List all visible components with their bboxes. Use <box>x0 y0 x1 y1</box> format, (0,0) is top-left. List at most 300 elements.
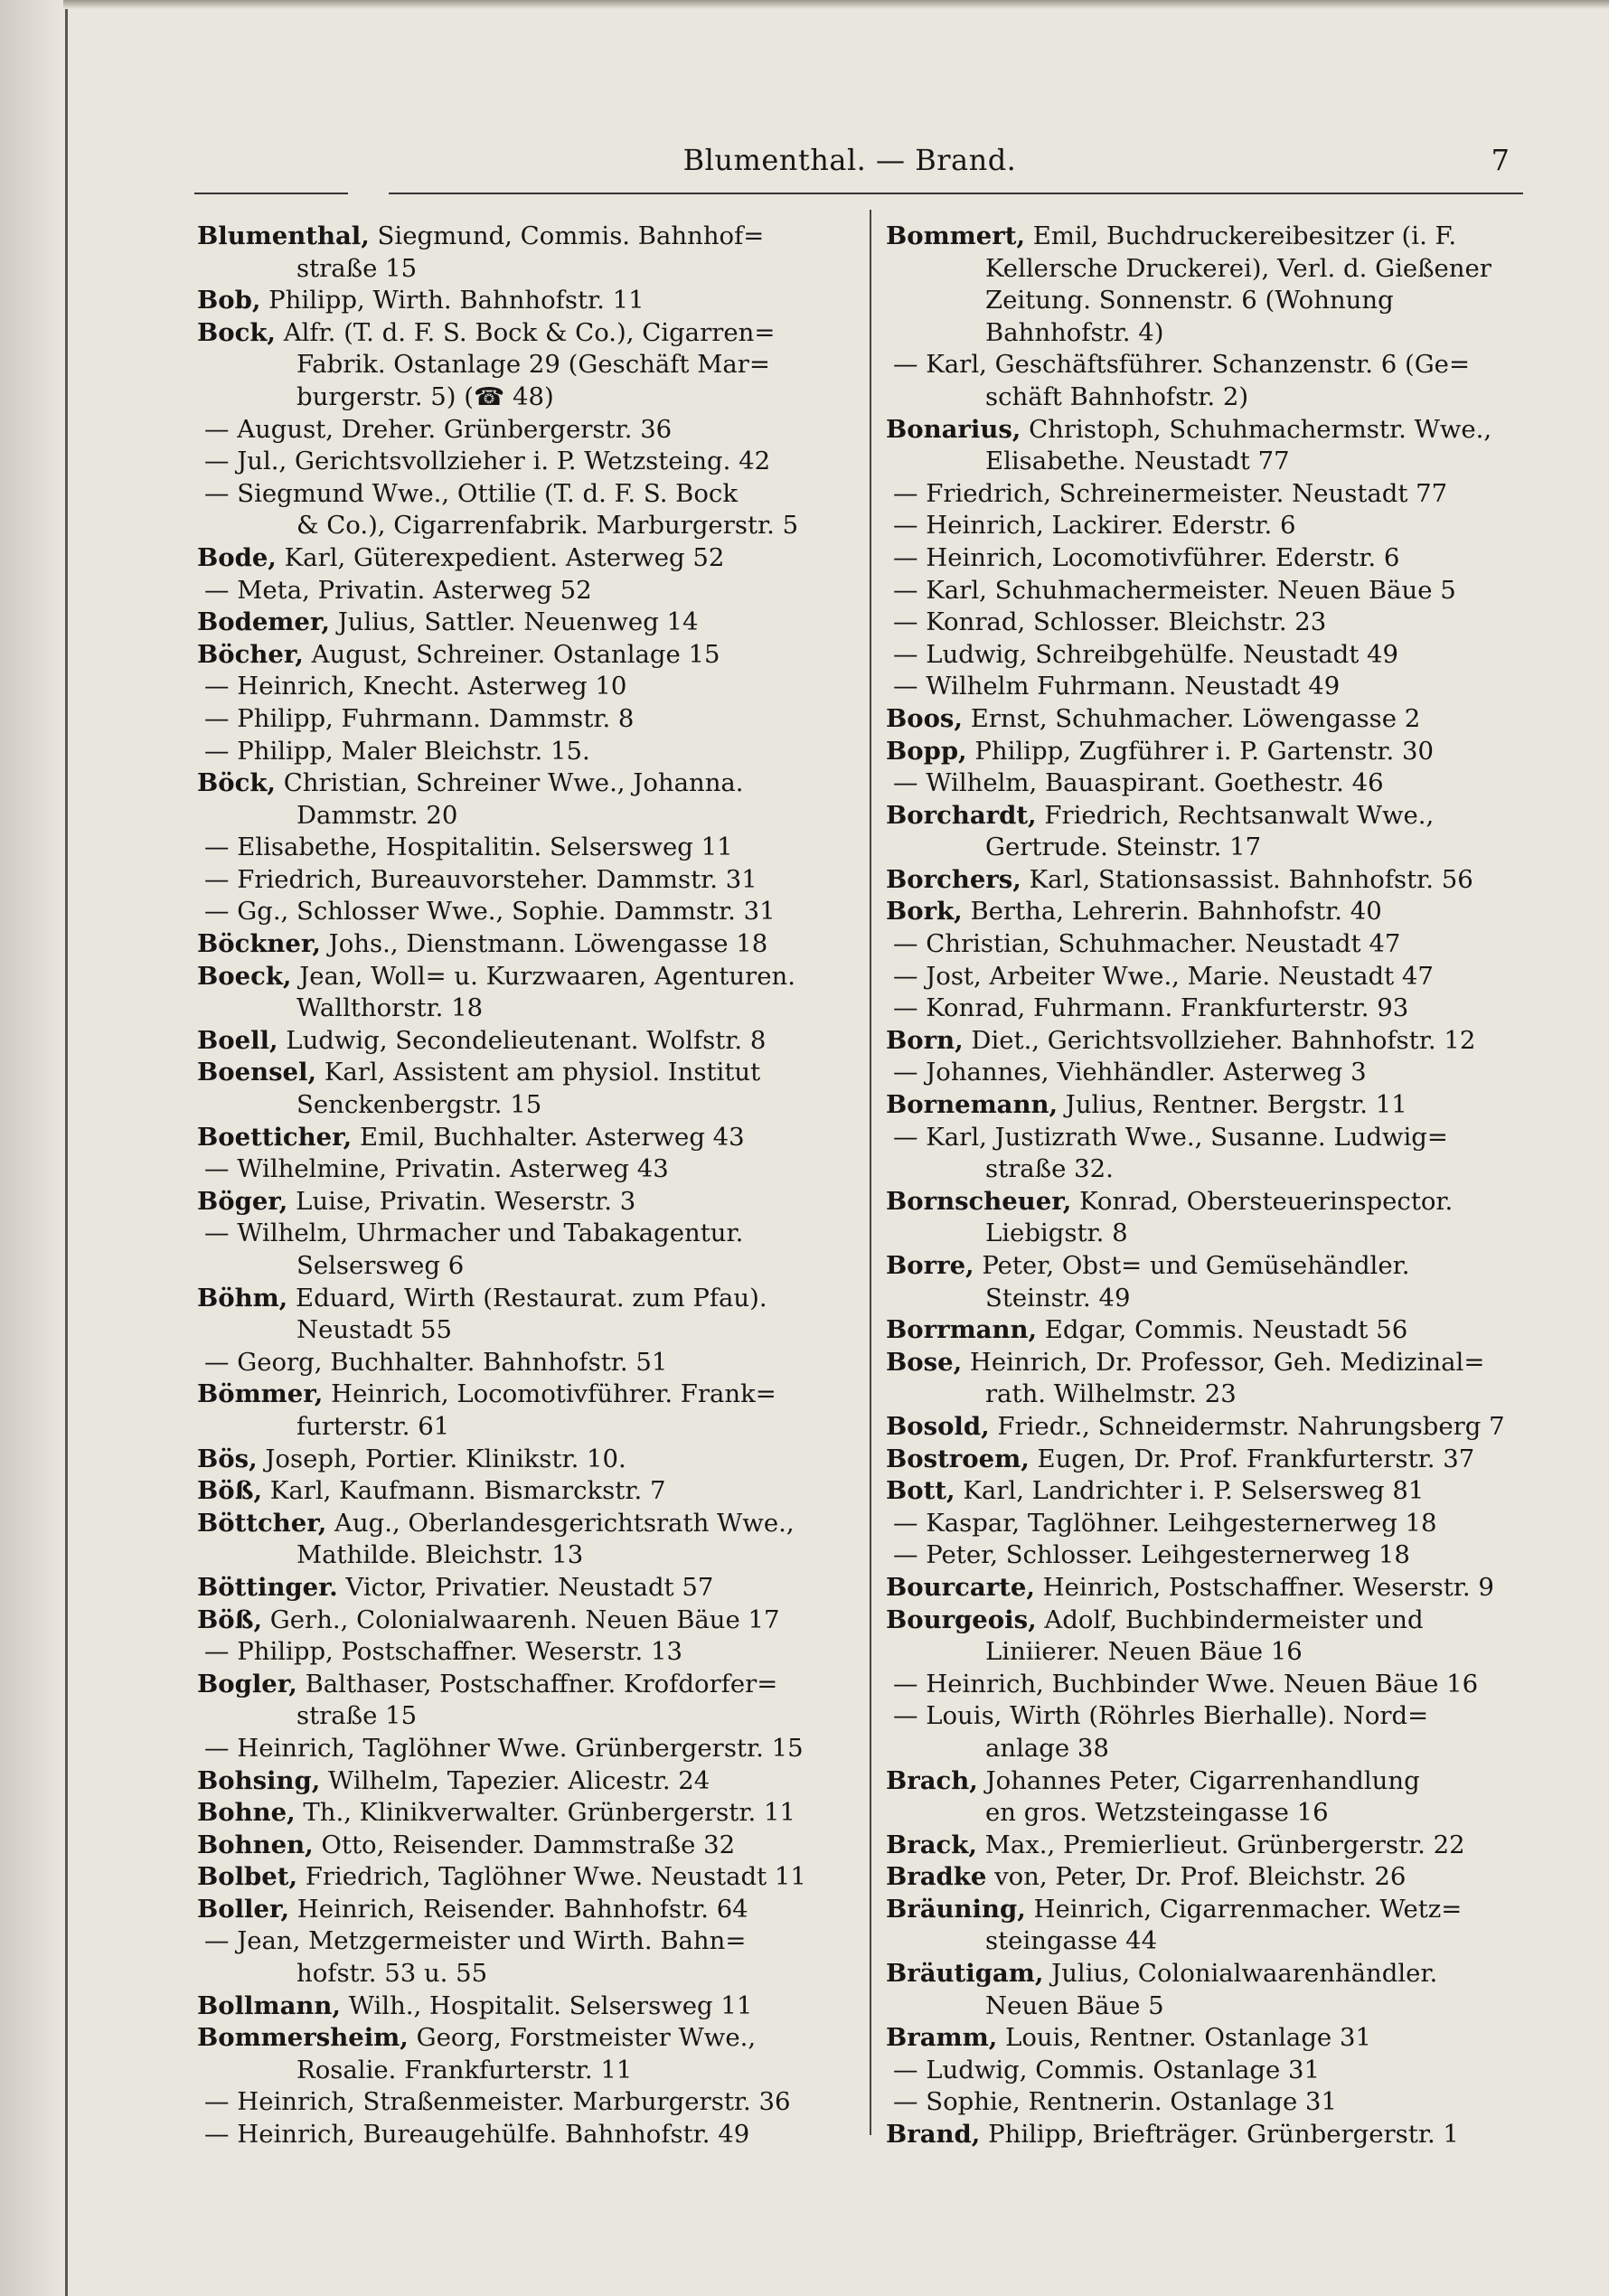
directory-entry <box>886 800 1546 864</box>
entry-line <box>886 1122 1546 1154</box>
entry-text: — Jean, Metzgermeister und Wirth. Bahn= <box>204 1926 747 1956</box>
directory-entry <box>886 1572 1546 1604</box>
directory-entry <box>197 961 857 1025</box>
directory-entry <box>886 703 1546 736</box>
entry-text: Liniierer. Neuen Bäue 16 <box>985 1637 1303 1667</box>
directory-entry <box>886 1700 1546 1764</box>
entry-surname: Böhm, <box>197 1283 288 1313</box>
entry-surname: Bode, <box>197 542 277 572</box>
entry-line <box>886 1669 1546 1701</box>
entry-continuation <box>197 1314 857 1347</box>
directory-entry <box>886 414 1546 478</box>
directory-entry <box>197 1990 857 2023</box>
directory-entry <box>197 1636 857 1669</box>
entry-text: von, Peter, Dr. Prof. Bleichstr. 26 <box>986 1862 1407 1892</box>
entry-surname: Borchardt, <box>886 800 1037 830</box>
entry-continuation <box>197 800 857 833</box>
entry-line <box>886 1057 1546 1089</box>
entry-continuation <box>886 285 1546 317</box>
entry-line <box>886 542 1546 575</box>
entry-text: furterstr. 61 <box>296 1411 450 1441</box>
directory-entry <box>197 542 857 575</box>
entry-continuation <box>886 1153 1546 1186</box>
directory-entry <box>886 1250 1546 1314</box>
entry-text: & Co.), Cigarrenfabrik. Marburgerstr. 5 <box>296 511 799 541</box>
entry-line <box>886 510 1546 542</box>
directory-entry <box>886 607 1546 639</box>
entry-surname: Böß, <box>197 1604 263 1634</box>
directory-entry <box>197 1830 857 1862</box>
entry-surname: Boller, <box>197 1894 290 1924</box>
entry-line <box>886 2119 1546 2151</box>
entry-line <box>886 1508 1546 1540</box>
entry-text: Kellersche Druckerei), Verl. d. Gießener <box>985 253 1491 283</box>
entry-line <box>197 639 857 672</box>
entry-surname: Bohne, <box>197 1798 296 1828</box>
entry-line <box>197 767 857 800</box>
entry-text: — Philipp, Fuhrmann. Dammstr. 8 <box>204 703 635 733</box>
entry-text: Johs., Dienstmann. Löwengasse 18 <box>320 929 768 959</box>
entry-line <box>197 1186 857 1219</box>
entry-continuation <box>886 446 1546 478</box>
entry-line <box>886 1894 1546 1926</box>
entry-text: Karl, Güterexpedient. Asterweg 52 <box>276 542 725 572</box>
entry-surname: Bodemer, <box>197 607 330 637</box>
directory-entry <box>886 864 1546 897</box>
entry-surname: Bonarius, <box>886 414 1021 444</box>
entry-continuation <box>886 1379 1546 1411</box>
entry-text: Th., Klinikverwalter. Grünbergerstr. 11 <box>295 1798 795 1828</box>
entry-line <box>886 1604 1546 1637</box>
entry-text: — Peter, Schlosser. Leihgesternerweg 18 <box>893 1540 1410 1570</box>
entry-line <box>197 864 857 897</box>
entry-surname: Bömmer, <box>197 1379 324 1409</box>
entry-text: — Friedrich, Bureauvorsteher. Dammstr. 31 <box>204 864 757 894</box>
entry-continuation <box>886 1733 1546 1765</box>
entry-text: — Karl, Schuhmachermeister. Neuen Bäue 5 <box>893 575 1456 605</box>
entry-text: — Kaspar, Taglöhner. Leihgesternerweg 18 <box>893 1508 1437 1538</box>
entry-text: Otto, Reisender. Dammstraße 32 <box>313 1830 736 1859</box>
directory-entry <box>197 317 857 414</box>
header-rule-left <box>194 193 348 194</box>
entry-surname: Bradke <box>886 1862 987 1892</box>
directory-entry <box>886 1958 1546 2022</box>
entry-surname: Böttcher, <box>197 1508 327 1538</box>
entry-line <box>886 1475 1546 1508</box>
entry-continuation <box>197 1089 857 1122</box>
directory-entry <box>886 2119 1546 2151</box>
directory-entry <box>197 1765 857 1798</box>
entry-surname: Bork, <box>886 897 963 927</box>
entry-text: — Christian, Schuhmacher. Neustadt 47 <box>893 929 1401 959</box>
page-top-edge <box>63 0 1609 9</box>
entry-text: — Ludwig, Schreibgehülfe. Neustadt 49 <box>893 639 1399 669</box>
entry-line <box>886 2086 1546 2119</box>
directory-entry <box>886 1539 1546 1572</box>
directory-entry <box>886 478 1546 511</box>
entry-line <box>197 2086 857 2119</box>
entry-text: Christoph, Schuhmachermstr. Wwe., <box>1021 414 1492 444</box>
entry-line <box>197 221 857 253</box>
entry-line <box>886 1089 1546 1122</box>
entry-text: — Heinrich, Straßenmeister. Marburgerstr. 36 <box>204 2087 791 2117</box>
entry-text: Diet., Gerichtsvollzieher. Bahnhofstr. 12 <box>963 1025 1476 1055</box>
entry-surname: Bose, <box>886 1347 963 1377</box>
running-header: Blumenthal. — Brand. <box>682 143 1017 177</box>
entry-line <box>886 1958 1546 1990</box>
entry-text: Dammstr. 20 <box>296 800 458 830</box>
entry-line <box>886 800 1546 833</box>
entry-surname: Boos, <box>886 703 963 733</box>
entry-continuation <box>886 1990 1546 2023</box>
directory-entry <box>197 1894 857 1926</box>
entry-line <box>197 1283 857 1315</box>
entry-text: — Meta, Privatin. Asterweg 52 <box>204 575 592 605</box>
entry-continuation <box>197 1539 857 1572</box>
entry-surname: Bös, <box>197 1444 258 1473</box>
entry-text: Heinrich, Reisender. Bahnhofstr. 64 <box>289 1894 748 1924</box>
entry-text: Elisabethe. Neustadt 77 <box>985 447 1290 476</box>
directory-entry <box>886 1508 1546 1540</box>
entry-text: — Jost, Arbeiter Wwe., Marie. Neustadt 47 <box>893 961 1434 991</box>
directory-entry <box>197 285 857 317</box>
directory-entry <box>886 510 1546 542</box>
entry-text: — Heinrich, Lackirer. Ederstr. 6 <box>893 511 1296 541</box>
entry-continuation <box>886 253 1546 286</box>
entry-line <box>886 961 1546 993</box>
entry-surname: Boell, <box>197 1025 278 1055</box>
entry-continuation <box>197 381 857 414</box>
directory-entry <box>886 639 1546 672</box>
entry-text: Karl, Assistent am physiol. Institut <box>316 1058 761 1087</box>
entry-line <box>197 1861 857 1894</box>
entry-text: Philipp, Wirth. Bahnhofstr. 11 <box>260 286 645 315</box>
entry-line <box>197 1925 857 1958</box>
entry-surname: Bräuning, <box>886 1894 1026 1924</box>
entry-line <box>197 928 857 961</box>
directory-entry <box>886 736 1546 768</box>
directory-entry <box>197 607 857 639</box>
entry-line <box>197 896 857 928</box>
entry-continuation <box>197 253 857 286</box>
entry-line <box>197 1797 857 1830</box>
entry-surname: Bohnen, <box>197 1830 314 1859</box>
entry-continuation <box>197 1250 857 1283</box>
entry-line <box>197 1733 857 1765</box>
entry-line <box>197 575 857 607</box>
directory-entry <box>886 1122 1546 1186</box>
entry-text: straße 15 <box>296 1701 418 1731</box>
entry-line <box>886 1314 1546 1347</box>
entry-surname: Bohsing, <box>197 1765 321 1795</box>
directory-entry <box>886 1057 1546 1089</box>
entry-text: — August, Dreher. Grünbergerstr. 36 <box>204 414 673 444</box>
directory-entry <box>886 2022 1546 2055</box>
entry-line <box>886 575 1546 607</box>
directory-entry <box>197 1604 857 1637</box>
directory-entry <box>197 446 857 478</box>
entry-text: Max., Premierlieut. Grünbergerstr. 22 <box>976 1830 1465 1859</box>
entry-text: Wallthorstr. 18 <box>296 993 484 1023</box>
directory-entry <box>886 1186 1546 1250</box>
book-gutter <box>0 0 63 2296</box>
entry-text: — Heinrich, Buchbinder Wwe. Neuen Bäue 16 <box>893 1669 1479 1698</box>
entry-surname: Boensel, <box>197 1058 317 1087</box>
entry-text: Fabrik. Ostanlage 29 (Geschäft Mar= <box>296 350 770 380</box>
entry-text: Emil, Buchhalter. Asterweg 43 <box>352 1122 745 1152</box>
entry-text: Heinrich, Postschaffner. Weserstr. 9 <box>1034 1572 1494 1602</box>
directory-entry <box>886 1830 1546 1862</box>
entry-surname: Bommert, <box>886 221 1026 250</box>
entry-line <box>197 1572 857 1604</box>
directory-entry <box>197 2119 857 2151</box>
entry-line <box>886 1765 1546 1798</box>
directory-entry <box>197 575 857 607</box>
entry-surname: Bornscheuer, <box>886 1186 1072 1216</box>
directory-entry <box>197 221 857 285</box>
directory-entry <box>886 1604 1546 1669</box>
entry-text: — Konrad, Schlosser. Bleichstr. 23 <box>893 607 1327 637</box>
entry-text: anlage 38 <box>985 1733 1109 1763</box>
directory-entry <box>197 1153 857 1186</box>
entry-line <box>197 607 857 639</box>
entry-text: — Wilhelm Fuhrmann. Neustadt 49 <box>893 672 1341 701</box>
entry-line <box>197 446 857 478</box>
entry-line <box>886 1444 1546 1476</box>
entry-text: Johannes Peter, Cigarrenhandlung <box>977 1765 1420 1795</box>
directory-entry <box>197 1122 857 1154</box>
entry-text: Neuen Bäue 5 <box>985 1990 1164 2020</box>
directory-entry <box>197 1379 857 1443</box>
entry-line <box>886 2022 1546 2055</box>
entry-continuation <box>886 832 1546 864</box>
entry-surname: Böckner, <box>197 929 321 959</box>
entry-surname: Brack, <box>886 1830 977 1859</box>
directory-entry <box>197 1733 857 1765</box>
entry-text: Balthaser, Postschaffner. Krofdorfer= <box>296 1669 778 1698</box>
entry-text: Wilhelm, Tapezier. Alicestr. 24 <box>320 1765 710 1795</box>
entry-surname: Brach, <box>886 1765 978 1795</box>
entry-text: — Wilhelm, Uhrmacher und Tabakagentur. <box>204 1219 744 1248</box>
entry-surname: Bott, <box>886 1476 955 1506</box>
entry-line <box>886 703 1546 736</box>
entry-text: Julius, Colonialwaarenhändler. <box>1043 1959 1438 1989</box>
entry-text: Alfr. (T. d. F. S. Bock & Co.), Cigarren= <box>275 317 776 347</box>
entry-line <box>886 1186 1546 1219</box>
entry-line <box>197 1025 857 1058</box>
directory-entry <box>197 832 857 864</box>
entry-text: Georg, Forstmeister Wwe., <box>408 2023 757 2053</box>
directory-entry <box>197 1861 857 1894</box>
entry-line <box>886 736 1546 768</box>
entry-text: Philipp, Zugführer i. P. Gartenstr. 30 <box>966 736 1434 766</box>
entry-continuation <box>886 317 1546 350</box>
entry-surname: Boeck, <box>197 961 292 991</box>
directory-entry <box>197 414 857 447</box>
column-divider <box>870 210 871 2135</box>
entry-line <box>197 671 857 703</box>
entry-text: — Konrad, Fuhrmann. Frankfurterstr. 93 <box>893 993 1409 1023</box>
entry-line <box>197 1347 857 1379</box>
directory-entry <box>886 1411 1546 1444</box>
directory-entry <box>886 671 1546 703</box>
entry-line <box>886 928 1546 961</box>
entry-line <box>886 607 1546 639</box>
entry-text: — Heinrich, Bureaugehülfe. Bahnhofstr. 49 <box>204 2120 750 2150</box>
entry-line <box>197 285 857 317</box>
entry-continuation <box>886 381 1546 414</box>
entry-line <box>886 1861 1546 1894</box>
entry-line <box>197 703 857 736</box>
entry-text: Siegmund, Commis. Bahnhof= <box>369 221 765 250</box>
directory-entry <box>886 993 1546 1025</box>
entry-text: — Louis, Wirth (Röhrles Bierhalle). Nord= <box>893 1701 1429 1731</box>
entry-text: Gertrude. Steinstr. 17 <box>985 833 1262 862</box>
entry-line <box>197 1218 857 1250</box>
entry-line <box>886 864 1546 897</box>
entry-line <box>197 317 857 350</box>
entry-line <box>886 1700 1546 1733</box>
entry-surname: Bollmann, <box>197 1990 341 2020</box>
entry-surname: Böttinger. <box>197 1572 338 1602</box>
entry-surname: Born, <box>886 1025 964 1055</box>
entry-surname: Böger, <box>197 1186 288 1216</box>
entry-text: Ludwig, Secondelieutenant. Wolfstr. 8 <box>278 1025 767 1055</box>
entry-line <box>197 1057 857 1089</box>
directory-entry <box>197 736 857 768</box>
directory-entry <box>197 1669 857 1733</box>
entry-text: Julius, Sattler. Neuenweg 14 <box>329 607 699 637</box>
entry-text: — Philipp, Maler Bleichstr. 15. <box>204 736 590 766</box>
entry-line <box>197 478 857 511</box>
entry-line <box>197 414 857 447</box>
entry-text: — Elisabethe, Hospitalitin. Selsersweg 11 <box>204 833 733 862</box>
entry-line <box>886 221 1546 253</box>
entry-text: — Gg., Schlosser Wwe., Sophie. Dammstr. 31 <box>204 897 776 927</box>
entry-text: Eugen, Dr. Prof. Frankfurterstr. 37 <box>1029 1444 1475 1473</box>
entry-text: rath. Wilhelmstr. 23 <box>985 1379 1237 1409</box>
entry-text: — Siegmund Wwe., Ottilie (T. d. F. S. Bock <box>204 478 739 508</box>
entry-surname: Boetticher, <box>197 1122 353 1152</box>
entry-surname: Bolbet, <box>197 1862 298 1892</box>
directory-entry <box>197 2022 857 2086</box>
entry-line <box>197 2119 857 2151</box>
entry-text: Karl, Kaufmann. Bismarckstr. 7 <box>262 1476 666 1506</box>
entry-continuation <box>197 993 857 1025</box>
directory-column-right <box>886 221 1546 2151</box>
entry-text: Rosalie. Frankfurterstr. 11 <box>296 2055 633 2084</box>
directory-entry <box>886 575 1546 607</box>
entry-text: Emil, Buchdruckereibesitzer (i. F. <box>1025 221 1457 250</box>
directory-entry <box>197 639 857 672</box>
entry-text: Edgar, Commis. Neustadt 56 <box>1037 1315 1408 1345</box>
entry-line <box>197 1508 857 1540</box>
entry-text: Wilh., Hospitalit. Selsersweg 11 <box>340 1990 753 2020</box>
entry-line <box>197 1990 857 2023</box>
directory-entry <box>886 896 1546 928</box>
entry-text: Aug., Oberlandesgerichtsrath Wwe., <box>326 1508 795 1538</box>
entry-surname: Bogler, <box>197 1669 297 1698</box>
entry-line <box>197 736 857 768</box>
entry-text: Heinrich, Dr. Professor, Geh. Medizinal= <box>962 1347 1485 1377</box>
entry-text: — Philipp, Postschaffner. Weserstr. 13 <box>204 1637 682 1667</box>
directory-entry <box>197 671 857 703</box>
entry-continuation <box>886 1925 1546 1958</box>
entry-line <box>197 1379 857 1411</box>
directory-entry <box>197 1025 857 1058</box>
directory-entry <box>886 2055 1546 2087</box>
directory-entry <box>197 2086 857 2119</box>
entry-surname: Bourcarte, <box>886 1572 1035 1602</box>
entry-text: Karl, Landrichter i. P. Selsersweg 81 <box>955 1476 1425 1506</box>
entry-line <box>197 1444 857 1476</box>
entry-surname: Bommersheim, <box>197 2023 409 2053</box>
entry-text: Selsersweg 6 <box>296 1251 465 1280</box>
entry-text: — Georg, Buchhalter. Bahnhofstr. 51 <box>204 1347 668 1377</box>
entry-surname: Bostroem, <box>886 1444 1030 1473</box>
entry-text: en gros. Wetzsteingasse 16 <box>985 1798 1329 1828</box>
entry-surname: Bramm, <box>886 2023 998 2053</box>
entry-line <box>886 1411 1546 1444</box>
directory-entry <box>886 1861 1546 1894</box>
entry-text: Julius, Rentner. Bergstr. 11 <box>1058 1090 1407 1120</box>
directory-entry <box>197 1347 857 1379</box>
directory-entry <box>886 961 1546 993</box>
directory-column-left <box>197 221 857 2151</box>
entry-text: — Wilhelmine, Privatin. Asterweg 43 <box>204 1154 669 1184</box>
entry-surname: Bopp, <box>886 736 967 766</box>
directory-entry <box>197 1218 857 1282</box>
directory-entry <box>886 221 1546 349</box>
entry-line <box>886 639 1546 672</box>
entry-surname: Böß, <box>197 1476 263 1506</box>
entry-line <box>886 993 1546 1025</box>
directory-entry <box>886 349 1546 413</box>
entry-line <box>886 414 1546 447</box>
directory-entry <box>197 1508 857 1572</box>
entry-continuation <box>886 1636 1546 1669</box>
entry-text: August, Schreiner. Ostanlage 15 <box>303 639 720 669</box>
entry-line <box>197 1894 857 1926</box>
header-rule-right <box>389 193 1523 194</box>
entry-text: Karl, Stationsassist. Bahnhofstr. 56 <box>1021 864 1473 894</box>
entry-surname: Bob, <box>197 286 261 315</box>
entry-text: Friedrich, Taglöhner Wwe. Neustadt 11 <box>297 1862 806 1892</box>
entry-surname: Bosold, <box>886 1411 990 1441</box>
entry-continuation <box>197 2055 857 2087</box>
directory-entry <box>197 1283 857 1347</box>
entry-text: Adolf, Buchbindermeister und <box>1036 1604 1424 1634</box>
entry-text: — Wilhelm, Bauaspirant. Goethestr. 46 <box>893 768 1384 798</box>
directory-entry <box>886 767 1546 800</box>
entry-line <box>886 478 1546 511</box>
entry-line <box>197 2022 857 2055</box>
directory-entry <box>886 1669 1546 1701</box>
directory-entry <box>197 1572 857 1604</box>
entry-line <box>197 1636 857 1669</box>
directory-entry <box>886 542 1546 575</box>
entry-surname: Borchers, <box>886 864 1021 894</box>
entry-line <box>197 961 857 993</box>
entry-text: Louis, Rentner. Ostanlage 31 <box>997 2023 1371 2053</box>
entry-text: Luise, Privatin. Weserstr. 3 <box>287 1186 636 1216</box>
entry-line <box>197 1765 857 1798</box>
directory-entry <box>197 1186 857 1219</box>
entry-text: Christian, Schreiner Wwe., Johanna. <box>275 768 744 798</box>
entry-text: Ernst, Schuhmacher. Löwengasse 2 <box>962 703 1421 733</box>
entry-text: Eduard, Wirth (Restaurat. zum Pfau). <box>287 1283 767 1313</box>
entry-text: Joseph, Portier. Klinikstr. 10. <box>257 1444 626 1473</box>
